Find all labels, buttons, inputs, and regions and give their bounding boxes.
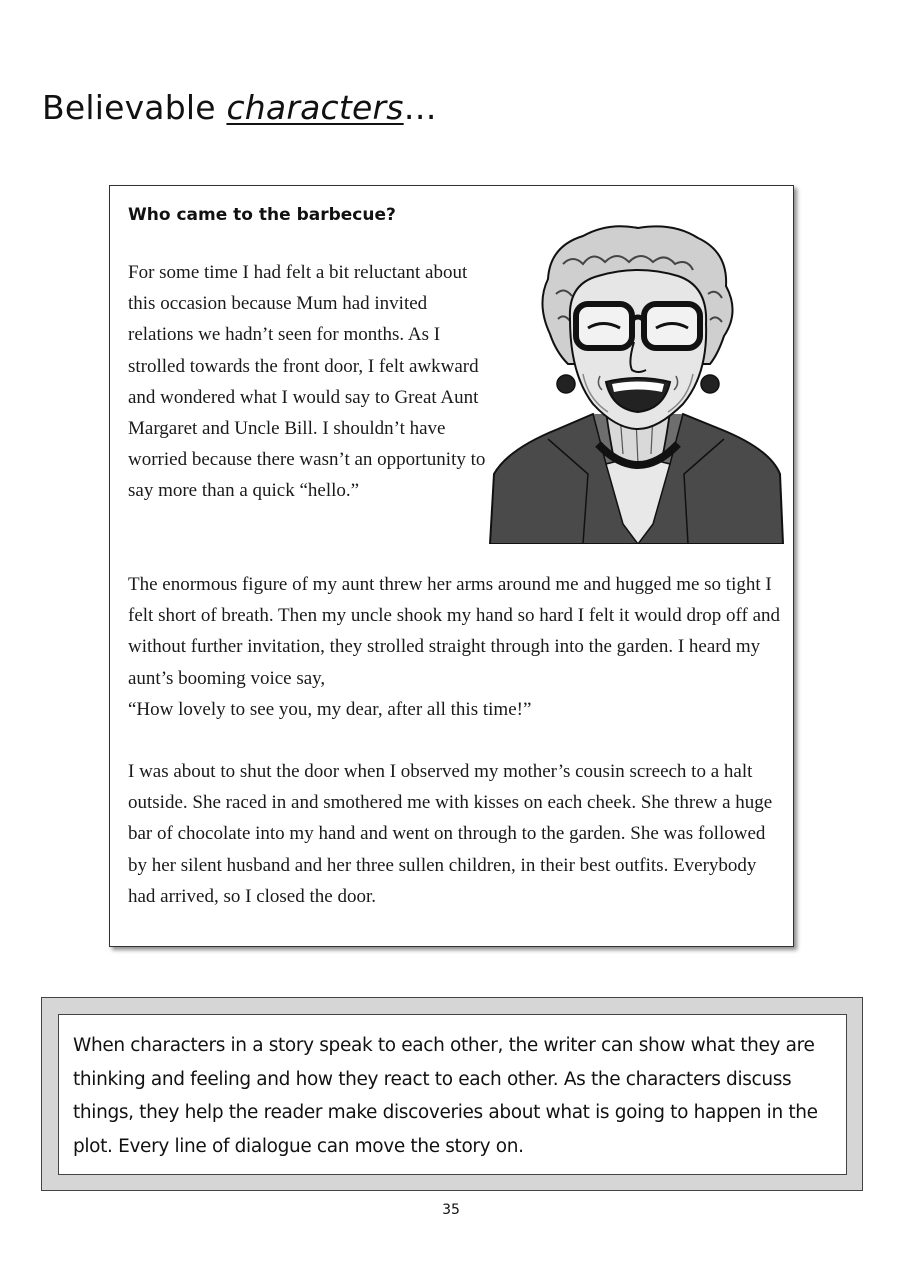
title-prefix: Believable [42, 88, 227, 127]
title-suffix: … [403, 88, 437, 127]
info-text: When characters in a story speak to each other, the writer can show what they are thinking and feeling and how they react to each other. As the characters discuss things, they help the reader make discoveries about what is going to happen in the plot. Every line of dialogue can move the story on. [73, 1035, 818, 1157]
story-paragraph-3: I was about to shut the door when I observed my mother’s cousin screech to a halt outside. She raced in and smothered me with kisses on each cheek. She threw a huge bar of chocolate into my hand and went on through to the garden. She was followed by her silent husband and her three sullen children, in their best outfits. Everybody had arrived, so I closed the door. [128, 761, 773, 907]
title-emphasis: characters [226, 88, 404, 127]
story-paragraph-2 [128, 569, 788, 725]
story-paragraph-1: For some time I had felt a bit reluctant about this occasion because Mum had invited relations we hadn’t seen for months. As I strolled towards the front door, I felt awkward and wondered what I would say to Great Aunt Margaret and Uncle Bill. I shouldn’t have worried because there wasn’t an opportunity to say more than a quick “hello.” [128, 262, 486, 502]
elderly-woman-illustration [488, 224, 784, 544]
story-paragraph-2-quote: “How lovely to see you, my dear, after all this time!” [128, 698, 532, 720]
page-title [42, 88, 437, 127]
story-paragraph-2-text: The enormous figure of my aunt threw her arms around me and hugged me so tight I felt short of breath. Then my uncle shook my hand so hard I felt it would drop off and without further invitation, they strolled straight through into the garden. I heard my aunt’s booming voice say, [128, 574, 781, 689]
story-heading: Who came to the barbecue? [128, 205, 396, 225]
info-panel-inner [58, 1014, 847, 1175]
story-box [109, 185, 794, 947]
page-number: 35 [442, 1202, 460, 1218]
info-panel [41, 997, 863, 1191]
